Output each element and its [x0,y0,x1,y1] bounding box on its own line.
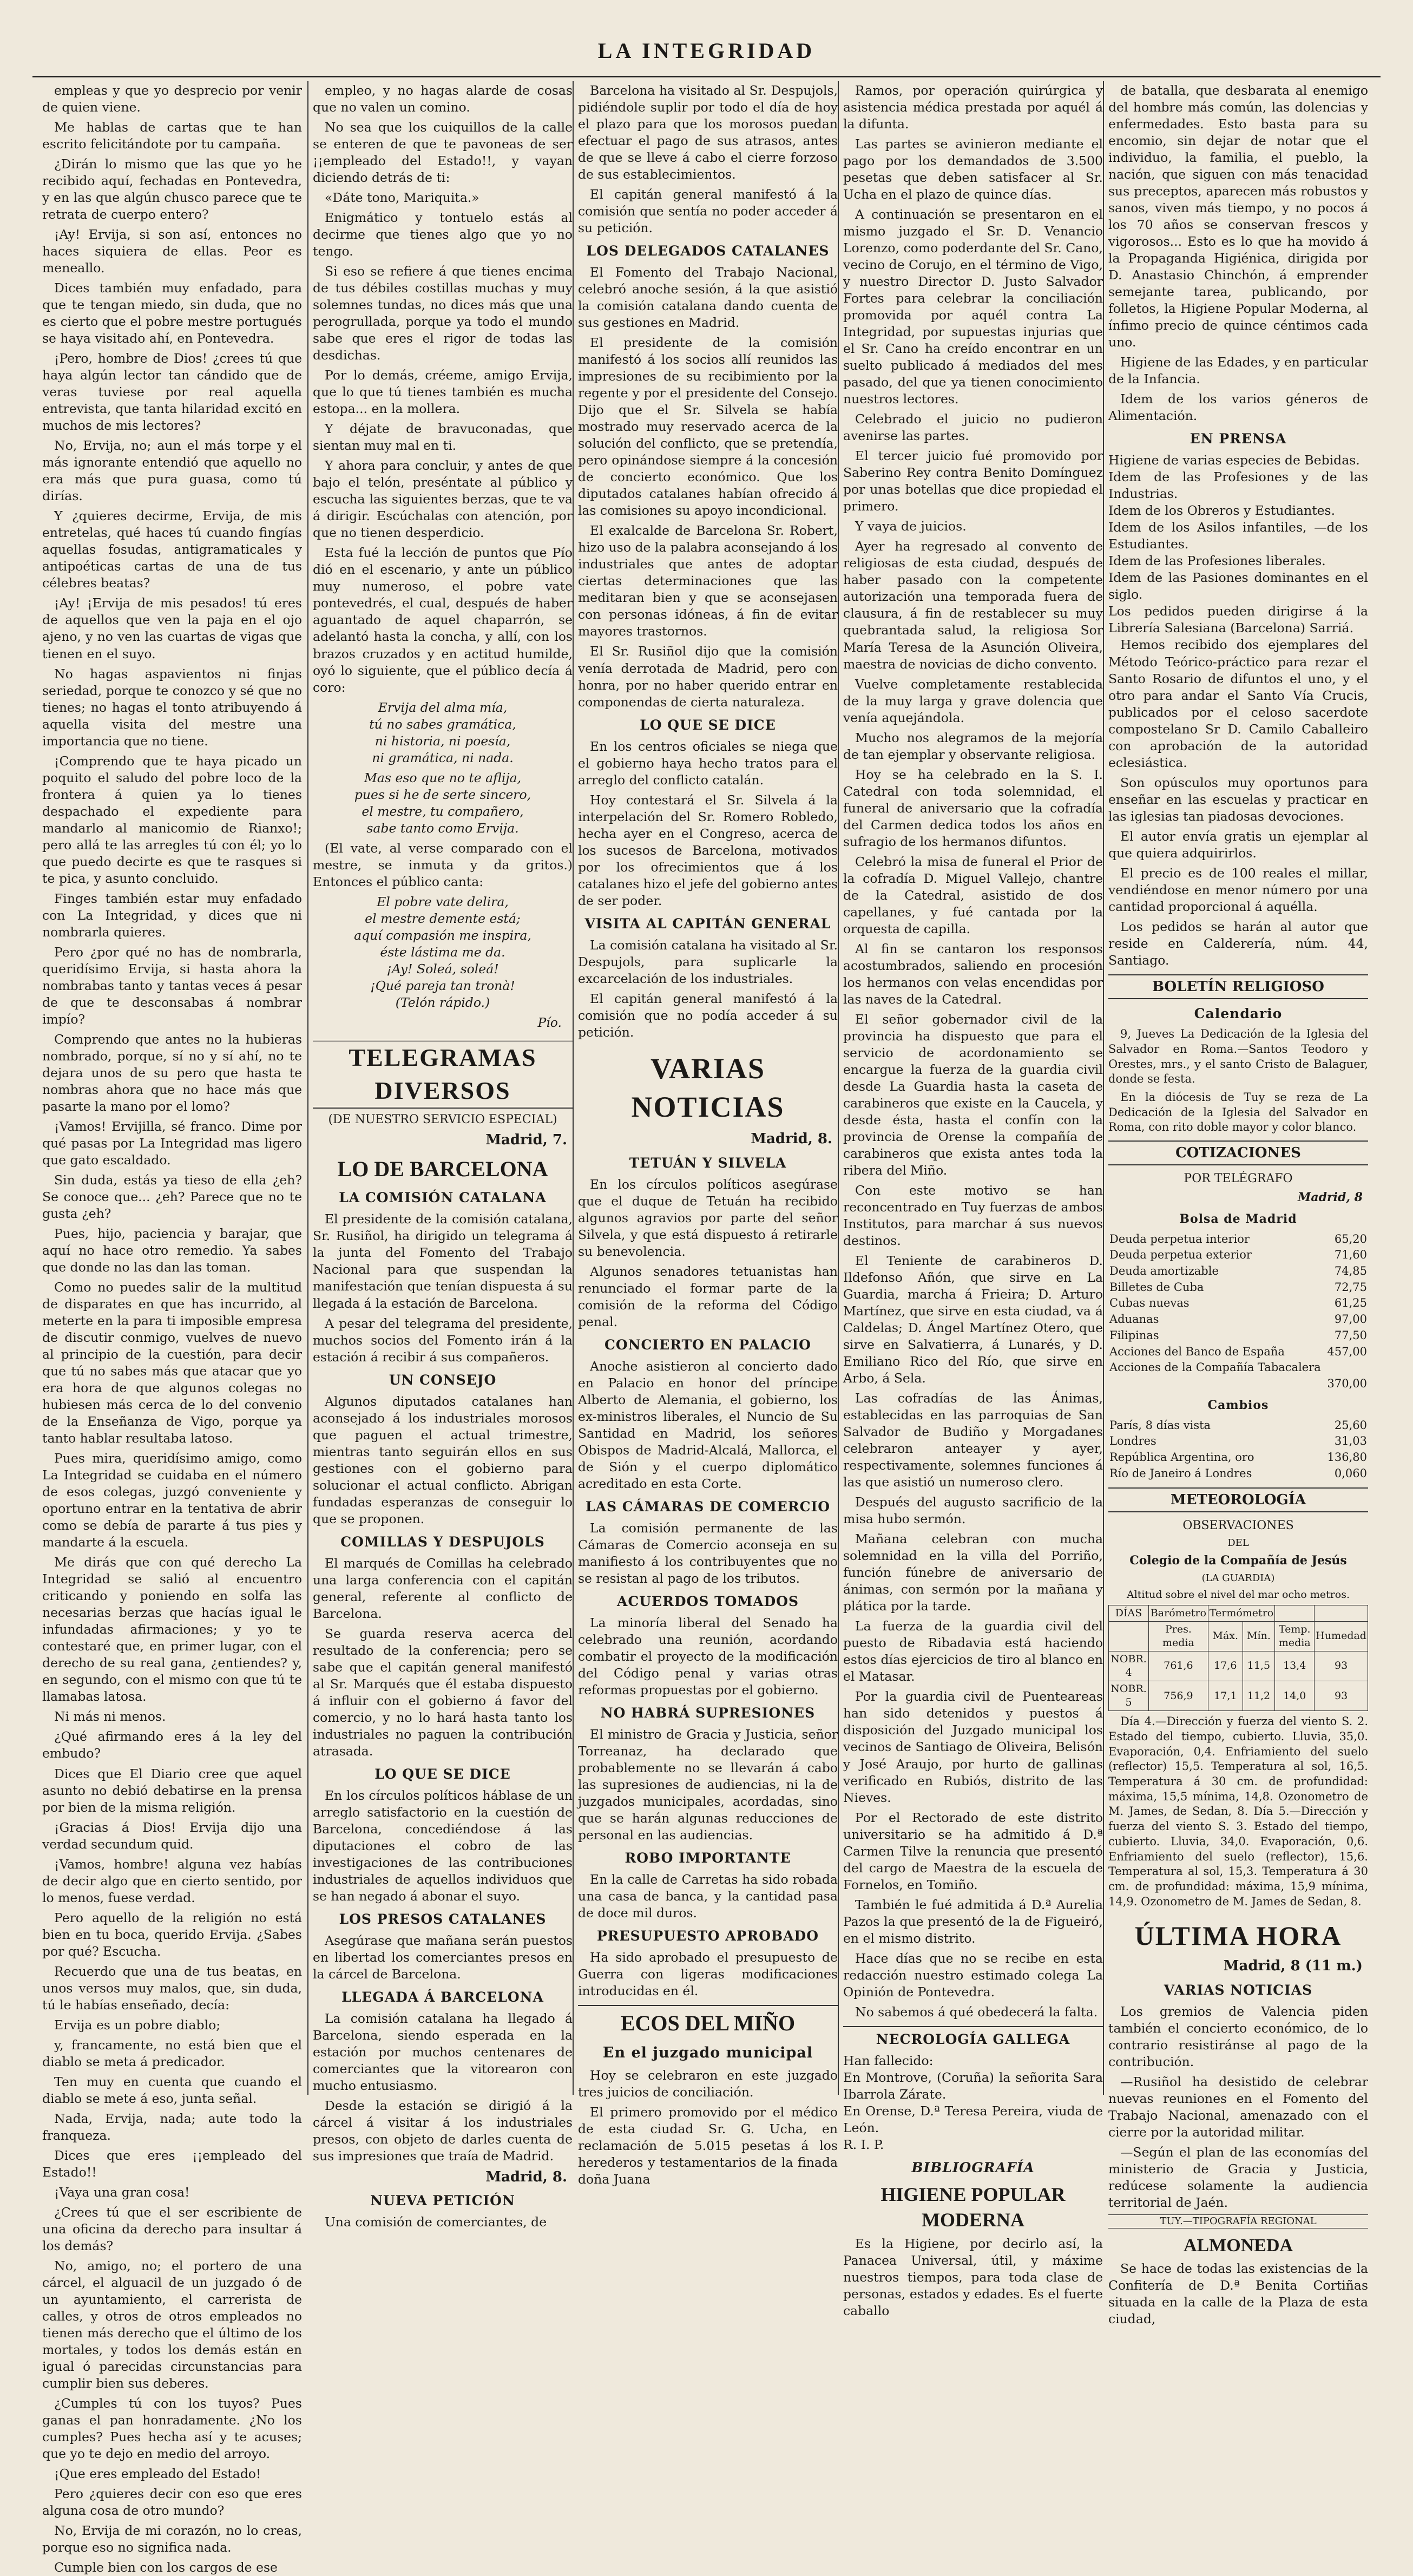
paragraph: empleas y que yo desprecio por venir de quien viene. [42,83,302,115]
table-row [1108,1376,1368,1392]
paragraph: La minoría liberal del Senado ha celebrado una reunión, acordando combatir el proyecto de la modificación del Código penal y varias otras reformas propuestas por el gobierno. [578,1615,838,1698]
paragraph: Ten muy en cuenta que cuando el diablo se mete á eso, junta señal. [42,2074,302,2106]
table-row [1108,1418,1368,1434]
paragraph: Las partes se avinieron mediante el pago por los demandados de 3.500 pesetas que deben satisfacer al Sr. Ucha en el plazo de quince días. [843,136,1103,202]
table-cell: Temp. media [1275,1621,1315,1651]
table-header [1109,1605,1368,1621]
subheading: LOS PRESOS CATALANES [339,1911,547,1927]
paragraph: Hoy se celebraron en este juzgado tres juicios de conciliación. [578,2067,838,2100]
row-label: Acciones del Banco de España [1109,1345,1285,1358]
row-value: 74,85 [1334,1264,1367,1277]
paragraph: y, francamente, no está bien que el diablo se meta á predicador. [42,2037,302,2069]
paragraph: Por el Rectorado de este distrito universitario se ha admitido á D.ª Carmen Tilve la renuncia que presentó del cargo de Maestra de la escuela de Fornelos, en Tomiño. [843,1810,1103,1892]
table-cell: Humedad [1315,1621,1368,1651]
paragraph: Idem de los varios géneros de Alimentación. [1108,391,1368,424]
row-value: 71,60 [1334,1248,1367,1262]
paragraph: ¡Pero, hombre de Dios! ¿crees tú que haya algún lector tan cándido que de veras tuviese por real aquella entrevista, que tanta hilaridad excitó en muchos de mis lectores? [42,351,302,434]
paragraph: Sin duda, estás ya tieso de ella ¿eh? Se conoce que... ¿eh? Parece que no te gusta ¿eh? [42,1172,302,1221]
paragraph: Recuerdo que una de tus beatas, en unos versos muy malos, que, sin duda, tú le habías enseñado, decía: [42,1963,302,2013]
verse-line: Mas eso que no te aflija, [364,770,522,785]
paragraph: Como no puedes salir de la multitud de disparates en que has incurrido, al meterte en la para ti imposible empresa de discutir conmigo, vuelves de nuevo al principio de la cuestión, para decir que tú no sabes más que atacar que yo era hora de que algunos colegas no hubiesen más cerca de lo del convenio de la Enseñanza de Vigo, porque ya tanto hablar resultaba latoso. [42,1280,302,1446]
paragraph: Y ahora para concluir, y antes de que bajo el telón, preséntate al público y escucha las siguientes berzas, que te va á dirigir. Escúchalas con atención, por que no tienen desperdicio. [313,458,573,541]
row-value: 0,060 [1334,1466,1367,1480]
paragraph: Las cofradías de las Ánimas, establecidas en las parroquias de San Salvador de Budiño y Morgadanes celebraron anteayer y ayer, respectivamente, solemnes funciones á las que asistió un numeroso clero. [843,1391,1103,1490]
paragraph: El Teniente de carabineros D. Ildefonso Añón, que sirve en La Guardia, marcha á Frieira; D. Arturo Martínez, que sirve en esta ciudad, va á Caldelas; D. Ángel Martínez Otero, que sirve en Salvatierra, á Lunarés, y D. Emiliano Rico del Río, que sirve en Arbo, á Sela. [843,1253,1103,1386]
row-value: 61,25 [1334,1296,1367,1310]
section-heading: HIGIENE POPULAR MODERNA [880,2183,1066,2231]
paragraph: Si eso se refiere á que tienes encima de tus débiles costillas muchas y muy solemnes tundas, no dices más que una perogrullada, porque ya todo el mundo sabe que eres el rigor de todas las desdichas. [313,264,573,363]
subheading: NUEVA PETICIÓN [370,2193,515,2209]
table-cell [1315,1605,1368,1621]
table-cell: 17,1 [1208,1681,1243,1710]
verse-line: ni historia, ni poesía, [374,733,511,749]
paragraph: Comprendo que antes no la hubieras nombrado, porque, sí no y sí ahí, no te dejara unos de su pero que hasta te nombras ahora que no hace más que pasarte la mano por el lomo? [42,1031,302,1114]
paragraph: Celebró la misa de funeral el Prior de la cofradía D. Miguel Vallejo, chantre de la Catedral, asistido de dos capellanes, y fué cantada por la orquesta de capilla. [843,854,1103,936]
paragraph: Los gremios de Valencia piden también el concierto económico, de lo contrario resistiránse al pago de la contribución. [1108,2003,1368,2069]
table-cell: DÍAS [1109,1605,1149,1621]
paragraph: El ministro de Gracia y Justicia, señor Torreanaz, ha declarado que probablemente no se llevarán á cabo las supresiones de audiencias, ni la de juzgados municipales, acordadas, sino que se harán algunas reducciones de personal en las audiencias. [578,1727,838,1843]
paragraph: Pues, hijo, paciencia y barajar, que aquí no hace otro remedio. Ya sabes que donde no las dan las toman. [42,1226,302,1275]
column-4 [843,82,1103,2318]
paragraph: Ayer ha regresado al convento de religiosas de esta ciudad, después de haber pasado con la competente autorización una temporada fuera de clausura, á fin de restablecer su muy quebrantada salud, la religiosa Sor María Teresa de la Asunción Oliveira, maestra de novicias de dicho convento. [843,539,1103,672]
row-label: Aduanas [1109,1313,1159,1326]
section-heading: LO DE BARCELONA [337,1156,548,1181]
section-heading: METEOROLOGÍA [1108,1487,1368,1512]
table-row [1108,1295,1368,1312]
paragraph: Ramos, por operación quirúrgica y asistencia médica prestada por aquél á la difunta. [843,83,1103,132]
row-label [1108,1376,1325,1392]
row-value: 370,00 [1327,1377,1367,1390]
verse-line: el mestre, tu compañero, [362,803,524,819]
table-header [1109,1621,1368,1651]
paragraph: Y déjate de bravuconadas, que sientan muy mal en ti. [313,421,573,454]
paragraph: Ervija es un pobre diablo; [54,2017,221,2033]
subheading: UN CONSEJO [389,1372,497,1388]
paragraph: Dices que El Diario cree que aquel asunto no debió debatirse en la prensa por bien de la misma religión. [42,1766,302,1815]
table-row [1108,1344,1368,1360]
paragraph: Con este motivo se han reconcentrado en Tuy fuerzas de ambos Institutos, para marchar á sus nuevos destinos. [843,1182,1103,1249]
paragraph: Desde la estación se dirigió á la cárcel á visitar á los industriales presos, con objeto de darles cuenta de sus impresiones que traía de Madrid. [313,2098,573,2164]
paragraph: Higiene de las Edades, y en particular de la Infancia. [1108,355,1368,387]
table-cell: 756,9 [1149,1681,1208,1710]
verse-line: R. I. P. [843,2136,884,2152]
paragraph: empleo, y no hagas alarde de cosas que no valen un comino. [313,83,573,115]
table-row [1108,1466,1368,1482]
paragraph: El capitán general manifestó á la comisión que no podía acceder á su petición. [578,991,838,1040]
subheading: Cambios [1207,1398,1269,1412]
subheading: LA COMISIÓN CATALANA [339,1190,547,1206]
verse-line: Los pedidos pueden dirigirse á la Librería Salesiana (Barcelona) Sarriá. [1108,604,1368,636]
column-3 [578,82,838,2187]
subheading: NECROLOGÍA GALLEGA [843,2026,1103,2048]
subheading: LLEGADA Á BARCELONA [341,1989,544,2005]
verse-line: Idem de las Profesiones y de las Industrias. [1108,469,1368,502]
row-label: Río de Janeiro á Londres [1109,1466,1252,1480]
table-row [1108,1280,1368,1296]
paragraph: Y vaya de juicios. [855,519,967,534]
paragraph: Vuelve completamente restablecida de la muy larga y grave dolencia que venía aquejándola. [843,676,1103,725]
paragraph: Hoy contestará el Sr. Silvela á la interpelación del Sr. Romero Robledo, hecha ayer en el Congreso, acerca de los sucesos de Barcelona, motivados por los ofrecimientos que á los catalanes hizo el jefe del gobierno antes de ser poder. [578,792,838,908]
column-rule [1103,81,1104,2095]
verse-line: Higiene de varias especies de Bebidas. [1108,453,1360,468]
paragraph: El presidente de la comisión manifestó á los socios allí reunidos las impresiones de su recibimiento por la regente y por el presidente del Consejo. Dijo que el Sr. Silvela se había mostrado muy reservado acerca de la solución del conflicto, que se pretendía, pero opinándose siempre á la concesión de concierto económico. Que los diputados catalanes habían ofrecido á las comisiones su apoyo incondicional. [578,335,838,519]
column-2 [313,82,573,2230]
paragraph: Hace días que no se recibe en esta redacción nuestro estimado colega La Opinión de Pontevedra. [843,1950,1103,2000]
verse-line: pues si he de serte sincero, [354,786,531,802]
row-label: Cubas nuevas [1109,1296,1189,1310]
paragraph: En la diócesis de Tuy se reza de La Dedicación de la Iglesia del Salvador en Roma, con rito doble mayor y color blanco. [1108,1090,1368,1134]
paragraph: Finges también estar muy enfadado con La Integridad, y dices que ni nombrarla quieres. [42,890,302,940]
dateline: Madrid, 8. [485,2169,567,2186]
row-label: Billetes de Cuba [1109,1280,1204,1294]
subheading: LO QUE SE DICE [374,1766,511,1782]
row-value [1325,1360,1368,1376]
paragraph: ¡Ay! ¡Ervija de mis pesados! tú eres de aquellos que ven la paja en el ojo ajeno, y no ven las cuartas de vigas que tienen en el suyo. [42,595,302,661]
row-label: Deuda perpetua exterior [1109,1248,1252,1262]
verse-line: Idem de los Asilos infantiles, —de los Estudiantes. [1108,520,1368,552]
subheading: Calendario [1194,1006,1283,1022]
subheading: Bolsa de Madrid [1179,1211,1297,1226]
table-cell: 11,5 [1243,1651,1274,1681]
row-label: Deuda amortizable [1109,1264,1219,1277]
quotes-table [1108,1231,1368,1392]
verse-line: Han fallecido: [843,2053,934,2068]
subheading: En el juzgado municipal [602,2044,813,2062]
subheading: LAS CÁMARAS DE COMERCIO [585,1498,831,1515]
paragraph: ¡Vamos! Ervijilla, sé franco. Dime por qué pasas por La Integridad mas ligero que gato escaldado. [42,1118,302,1168]
paragraph: —Según el plan de las economías del ministerio de Gracia y Justicia, redúcese solamente la audiencia territorial de Jaén. [1108,2144,1368,2210]
paragraph: ¿Cumples tú con los tuyos? Pues ganas el pan honradamente. ¿No los cumples? Pues hecha así y te acuses; que yo te dejo en medio del arroyo. [42,2396,302,2462]
dateline: Madrid, 8 [1298,1190,1363,1205]
verse-line: Idem de las Pasiones dominantes en el siglo. [1108,570,1368,602]
paragraph: Se hace de todas las existencias de la Confitería de D.ª Benita Cortiñas situada en la calle de la Plaza de esta ciudad, [1108,2260,1368,2326]
paragraph: La fuerza de la guardia civil del puesto de Ribadavia está haciendo estos días ejercicios de tiro al blanco en el Matasar. [843,1618,1103,1684]
subheading: LOS DELEGADOS CATALANES [586,243,830,259]
paragraph: Me dirás que con qué derecho La Integridad se salió al encuentro criticando y poniendo en solfa las necesarias berzas que hacías igual le infundadas afirmaciones; y yo te contestaré que, en primer lugar, con el derecho de su real gana, ¿entiendes? y, en segundo, con el mismo con que tú te llamabas latosa. [42,1555,302,1705]
subheading: CONCIERTO EN PALACIO [604,1336,811,1353]
paragraph: La comisión catalana ha visitado al Sr. Despujols, para suplicarle la excarcelación de los industriales. [578,937,838,986]
paragraph: La comisión catalana ha llegado á Barcelona, siendo esperada en la estación por muchos centenares de comerciantes que la vitorearon con mucho entusiasmo. [313,2011,573,2094]
verse-line: El pobre vate delira, [377,894,509,909]
paragraph: Es la Higiene, por decirlo así, la Panacea Universal, útil, y máxime nuestros tiempos, para toda clase de personas, estados y edades. Es el fuerte caballo [843,2236,1103,2318]
dateline: Madrid, 8. [751,1131,832,1148]
row-value: 136,80 [1327,1451,1367,1464]
paragraph: Después del augusto sacrificio de la misa hubo sermón. [843,1495,1103,1527]
table-row [1108,1360,1368,1376]
paragraph: ¡Comprendo que te haya picado un poquito el saludo del pobre loco de la frontera á quien ya lo tienes despachado el expediente para mandarlo al manicomio de Rianxo!; pero allá te las arregles tú con él; yo lo que puedo decirte es que te rasques si te pica, y asunto concluido. [42,753,302,886]
table-cell: 17,6 [1208,1651,1243,1681]
verse-line: ni gramática, ni nada. [372,750,514,765]
table-cell: 93 [1315,1681,1368,1710]
paragraph: Al fin se cantaron los responsos acostumbrados, saliendo en procesión los hermanos con velas encendidas por las naves de la Catedral. [843,941,1103,1007]
paragraph: El precio es de 100 reales el millar, vendiéndose en menor número por una cantidad proporcional á aquélla. [1108,865,1368,914]
paragraph: de batalla, que desbarata al enemigo del hombre más común, las dolencias y enfermedades. Esto basta para su encomio, sin dejar de notar que el individuo, la familia, el pueblo, la nación, que siguen con más tenacidad sus preceptos, aparecen más robustos y sanos, viven más tiempo, y no pocos á los 70 años se conservan frescos y vigorosos... Esto es lo que ha movido á la Propaganda Higiénica, dirigida por D. Anastasio Chinchón, á emprender semejante tarea, publicando, por folletos, la Higiene Popular Moderna, al ínfimo precio de quince céntimos cada uno. [1108,83,1368,350]
table-row [1108,1450,1368,1466]
stage-direction: (El vate, al verse comparado con el mestre, se inmuta y da gritos.) Entonces el público canta: [313,840,573,889]
paragraph: ¿Crees tú que el ser escribiente de una oficina da derecho para insultar á los demás? [42,2204,302,2253]
row-value: 77,50 [1334,1328,1367,1342]
paragraph: No, amigo, no; el portero de una cárcel, el alguacil de un juzgado ó de un ayuntamiento, el carrerista de calles, y otros de otros empleados no tienen más derecho que el último de los mortales, y todos los demás están en igual ó parecidas circunstancias para cumplir bien sus deberes. [42,2258,302,2391]
verse-line: (Telón rápido.) [395,994,490,1010]
subheading: NO HABRÁ SUPRESIONES [600,1705,816,1721]
printer-line: TUY.—TIPOGRAFÍA REGIONAL [1108,2214,1368,2228]
paragraph: El tercer juicio fué promovido por Saberino Rey contra Benito Domínguez por unas botellas que dice propiedad el primero. [843,448,1103,514]
paragraph: Se guarda reserva acerca del resultado de la conferencia; pero se sabe que el capitán general manifestó al Sr. Marqués que él estaba dispuesto á influir con el gobierno á favor del comercio, y no lo hará hasta tanto los industriales no paguen la contribución atrasada. [313,1625,573,1759]
row-value: 72,75 [1334,1280,1367,1294]
table-cell: Mín. [1243,1621,1274,1651]
table-row [1108,1328,1368,1344]
paragraph: Hoy se ha celebrado en la S. I. Catedral con toda solemnidad, el funeral de aniversario que la cofradía del Carmen dedica todos los años en sufragio de los hermanos difuntos. [843,766,1103,849]
paragraph: Algunos diputados catalanes han aconsejado á los industriales morosos que paguen el actual trimestre, mientras tanto seguirán ellos en sus gestiones con el gobierno para solucionar el actual conflicto. Abrigan fundadas esperanzas de conseguir lo que se proponen. [313,1393,573,1526]
paragraph: El capitán general manifestó á la comisión que sentía no poder acceder á su petición. [578,187,838,236]
paragraph: Esta fué la lección de puntos que Pío dió en el escenario, y ante un público muy numeroso, el pobre vate pontevedrés, el cual, después de haber aguantado de aquel chaparrón, se adelantó hasta la concha, y allí, con los brazos cruzados y en actitud humilde, oyó lo siguiente, que el público decía á coro: [313,545,573,695]
paragraph: Mucho nos alegramos de la mejoría de tan ejemplar y observante religiosa. [843,730,1103,762]
row-label: República Argentina, oro [1109,1451,1254,1464]
paragraph: Celebrado el juicio no pudieron avenirse las partes. [843,411,1103,444]
paragraph: Los pedidos se harán al autor que reside en Calderería, núm. 44, Santiago. [1108,919,1368,968]
paragraph: En la calle de Carretas ha sido robada una casa de banca, y la cantidad pasa de doce mil duros. [578,1872,838,1921]
table-cell: 11,2 [1243,1681,1274,1710]
paragraph: ¿Qué afirmando eres á la ley del embudo? [42,1729,302,1761]
dateline: Madrid, 7. [485,1132,567,1149]
subheading: (LA GUARDIA) [1201,1572,1275,1584]
paragraph: No hagas aspavientos ni finjas seriedad, porque te conozco y sé que no tienes; no hagas el tonto atribuyendo á aquella visita del mestre una importancia que no tiene. [42,666,302,749]
verse-line: Idem de los Obreros y Estudiantes. [1108,503,1336,519]
verse-line: tú no sabes gramática, [369,716,516,732]
subheading: BIBLIOGRAFÍA [911,2159,1035,2175]
paragraph: A continuación se presentaron en el mismo juzgado el Sr. D. Venancio Lorenzo, como poderdante del Sr. Cano, vecino de Corujo, en el término de Vigo, y nuestro Director D. Justo Salvador Fortes para celebrar la conciliación promovida por aquél contra La Integridad, por supuestas injurias que el Sr. Cano ha creído encontrar en un suelto publicado á mediados del mes pasado, del que ya tienen conocimiento nuestros lectores. [843,207,1103,407]
subheading: Colegio de la Compañía de Jesús [1129,1553,1347,1568]
row-value: 31,03 [1334,1434,1367,1448]
paragraph: Pero ¿por qué no has de nombrarla, queridísimo Ervija, si hasta ahora la nombrabas tanto y tantas veces á pesar de que te desconsabas á nombrar impío? [42,944,302,1027]
paragraph: Día 4.—Dirección y fuerza del viento S. 2. Estado del tiempo, cubierto. Lluvia, 35,0. Evaporación, 0,4. Enfriamiento del suelo (reflector) 15,5. Temperatura al sol, 16,5. Temperatura á 30 cm. de profundidad: máxima, 15,5 mínima, 14,8. Ozonometro de M. James, de Sedan, 8. Día 5.—Dirección y fuerza del viento S. 3. Estado del tiempo, cubierto. Lluvia, 34,0. Evaporación, 0,6. Enfriamiento del suelo (reflector), 15,6. Temperatura al sol, 15,3. Temperatura á 30 cm. de profundidad: máxima, 15,9 mínima, 14,9. Ozonometro de M. James de Sedan, 8. [1108,1715,1368,1908]
subheading: DEL [1227,1537,1249,1549]
subheading: TETUÁN Y SILVELA [629,1155,787,1171]
meteo-table [1108,1605,1368,1712]
section-heading: ALMONEDA [1183,2235,1293,2256]
section-heading: ECOS DEL MIÑO [578,2005,838,2038]
verse-line: el mestre demente está; [365,910,521,926]
verse-line: aquí compasión me inspira, [354,927,531,943]
paragraph: Me hablas de cartas que te han escrito felicitándote por tu campaña. [42,120,302,152]
paragraph: En los círculos políticos asegúrase que el duque de Tetuán ha recibido algunos agravios por parte del señor Silvela, y que está dispuesto á retirarle su benevolencia. [578,1176,838,1259]
row-label: Deuda perpetua interior [1109,1232,1250,1246]
paragraph: Algunos senadores tetuanistas han renunciado el formar parte de la comisión de la reforma del Código penal. [578,1263,838,1329]
paragraph: Dices también muy enfadado, para que te tengan miedo, sin duda, que no es cierto que el pobre mestre portugués se haya visitado ahí, en Pontevedra. [42,280,302,346]
subheading: ACUERDOS TOMADOS [616,1593,799,1609]
subheading: OBSERVACIONES [1182,1518,1294,1532]
paragraph: Una comisión de comerciantes, de [325,2214,547,2230]
table-cell: 93 [1315,1651,1368,1681]
table-cell: NOBR. 5 [1109,1681,1149,1710]
note: Altitud sobre el nivel del mar ocho metros. [1126,1588,1350,1601]
paragraph: —Rusiñol ha desistido de celebrar nuevas reuniones en el Fomento del Trabajo Nacional, amenazado con el cierre por la autoridad militar. [1108,2074,1368,2140]
subheading: COMILLAS Y DESPUJOLS [340,1533,545,1550]
paragraph: No sabemos á qué obedecerá la falta. [855,2004,1098,2020]
row-value: 457,00 [1327,1345,1367,1358]
table-row [1109,1651,1368,1681]
row-label: París, 8 días vista [1109,1418,1211,1432]
table-row [1108,1231,1368,1248]
paragraph: Ni más ni menos. [54,1709,166,1725]
verse-line: ¡Qué pareja tan tronà! [370,978,515,993]
row-value: 97,00 [1334,1313,1367,1326]
paragraph: El Sr. Rusiñol dijo que la comisión venía derrotada de Madrid, pero con honra, por no haber querido entrar en componendas de cierta naturaleza. [578,644,838,710]
paragraph: ¡Vamos, hombre! alguna vez habías de decir algo que en cierto sentido, por lo menos, fuese verdad. [42,1856,302,1905]
top-rule [32,76,1381,77]
paragraph: También le fué admitida á D.ª Aurelia Pazos la que presentó de la de Figueiró, en el mismo distrito. [843,1897,1103,1946]
section-heading: ÚLTIMA HORA [1134,1920,1342,1951]
paragraph: El Fomento del Trabajo Nacional, celebró anoche sesión, á la que asistió la comisión catalana dando cuenta de sus gestiones en Madrid. [578,265,838,331]
paragraph: El autor envía gratis un ejemplar al que quiera adquirirlos. [1108,828,1368,861]
paragraph: La comisión permanente de las Cámaras de Comercio aconseja en su manifiesto á los contribuyentes que no se resistan al pago de los tributos. [578,1520,838,1586]
paragraph: El primero promovido por el médico de esta ciudad Sr. G. Ucha, en reclamación de 5.015 pesetas á los herederos y testamentarios de la finada doña Juana [578,2104,838,2187]
section-heading: COTIZACIONES [1108,1140,1368,1165]
telegrams-banner: TELEGRAMAS DIVERSOS [313,1040,573,1109]
paragraph: Son opúsculos muy oportunos para enseñar en las escuelas y practicar en las iglesias tan piadosas devociones. [1108,775,1368,824]
table-cell: Máx. [1208,1621,1243,1651]
verse-line: ¡Ay! Soleá, soleá! [386,961,499,976]
table-cell: NOBR. 4 [1109,1651,1149,1681]
table-cell: Pres. media [1149,1621,1208,1651]
paragraph: Por la guardia civil de Puenteareas han sido detenidos y puestos á disposición del Juzgado municipal los vecinos de Santiago de Oliveira, Belisón y José Araujo, por hurto de gallinas verificado en Rubiós, distrito de las Nieves. [843,1689,1103,1805]
paragraph: ¡Gracias á Dios! Ervija dijo una verdad secundum quid. [42,1819,302,1852]
dateline: Madrid, 8 (11 m.) [1223,1958,1363,1975]
verse-line: sabe tanto como Ervija. [366,820,519,836]
table-row [1108,1247,1368,1263]
paragraph: Hemos recibido dos ejemplares del Método Teórico-práctico para rezar el Santo Rosario de difuntos el uno, y el otro para andar el Santo Vía Crucis, publicados por el celoso sacerdote compostelano Sr D. Camilo Caballeiro con aprobación de la autoridad eclesiástica. [1108,637,1368,770]
paragraph: Por lo demás, créeme, amigo Ervija, que lo que tú tienes también es mucha estopa... en la mollera. [313,368,573,417]
paragraph: No, Ervija de mi corazón, no lo creas, porque eso no significa nada. [42,2523,302,2555]
verse-line: En Orense, D.ª Teresa Pereira, viuda de León. [843,2103,1103,2135]
paragraph: El exalcalde de Barcelona Sr. Robert, hizo uso de la palabra aconsejando á los industriales que antes de adoptar ciertas determinaciones que las meditaran bien y que se aconsejasen con personas idóneas, á fin de evitar mayores trastornos. [578,523,838,639]
table-row [1108,1433,1368,1450]
masthead: LA INTEGRIDAD [597,38,816,63]
paragraph: El señor gobernador civil de la provincia ha dispuesto que para el servicio de acordonamiento se encargue la fuerza de la guardia civil desde La Guardia hasta la caseta de carabineros que existe en la Caucela, y desde ésta, hasta el confín con la provincia de Orense la compañía de carabineros que exista antes toda la ribera del Miño. [843,1011,1103,1178]
table-cell: Barómetro [1149,1605,1208,1621]
verse-line: Ervija del alma mía, [378,699,508,715]
column-1 [42,82,302,2575]
paragraph: ¡Ay! Ervija, si son así, entonces no haces siquiera de ellas. Peor es meneallo. [42,227,302,276]
paragraph: Barcelona ha visitado al Sr. Despujols, pidiéndole suplir por todo el día de hoy el plazo para que los morosos puedan efectuar el pago de sus atrasos, antes de que se lleve á cabo el cierre forzoso de sus establecimientos. [578,83,838,182]
paragraph: Pero aquello de la religión no está bien en tu boca, querido Ervija. ¿Sabes por qué? Escucha. [42,1910,302,1959]
paragraph: Y ¿quieres decirme, Ervija, de mis entretelas, qué haces tú cuando fingías aquellas fosudas, antigramaticales y antipoéticas cartas de una de tus célebres beatas? [42,508,302,591]
subheading: VISITA AL CAPITÁN GENERAL [584,915,831,932]
paragraph: Mañana celebran con mucha solemnidad en la villa del Porriño, función fúnebre de aniversario de ánimas, con sermón por la mañana y plática por la tarde. [843,1531,1103,1614]
paragraph: Nada, Ervija, nada; aute todo la franqueza. [42,2110,302,2143]
subheading: POR TELÉGRAFO [1184,1172,1293,1186]
paragraph: En los círculos políticos háblase de un arreglo satisfactorio en la cuestión de Barcelona, concediéndose á las diputaciones el cobro de las investigaciones de las contribuciones industriales de aquellos individuos que se han negado á abonar el suyo. [313,1787,573,1904]
paragraph: A pesar del telegrama del presidente, muchos socios del Fomento irán á la estación á recibir á sus compañeros. [313,1315,573,1365]
subheading: EN PRENSA [1189,431,1287,447]
section-heading: BOLETÍN RELIGIOSO [1108,974,1368,999]
column-5 [1108,82,1368,2326]
paragraph: Cumple bien con los cargos de ese [54,2560,278,2575]
paragraph: ¡Vaya una gran cosa! [54,2184,190,2200]
table-row [1109,1681,1368,1710]
paragraph: No sea que los cuiquillos de la calle se enteren de que te pavoneas de ser ¡¡empleado del Estado!!, y vayan diciendo detrás de ti: [313,120,573,186]
subheading: LO QUE SE DICE [640,717,776,733]
paragraph: Anoche asistieron al concierto dado en Palacio en honor del príncipe Alberto de Alemania, el gobierno, los ex-ministros liberales, el Nuncio de Su Santidad en Madrid, los señores Obispos de Madrid-Alcalá, Mallorca, el de Sión y el cuerpo diplomático acreditado en esta Corte. [578,1358,838,1491]
exchange-table [1108,1418,1368,1482]
paragraph: Pues mira, queridísimo amigo, como La Integridad se cuidaba en el número de esos colegas, juzgó conveniente y oportuno entrar en la tentativa de abrir como se debía de pararte á tus pies y mandarte á la escuela. [42,1451,302,1550]
table-cell [1109,1621,1149,1651]
paragraph: No, Ervija, no; aun el más torpe y el más ignorante entendió que aquello no era más que pura guasa, como tú dirías. [42,438,302,504]
subheading: ROBO IMPORTANTE [625,1850,791,1866]
paragraph: El marqués de Comillas ha celebrado una larga conferencia con el capitán general, referente al conflicto de Barcelona. [313,1555,573,1621]
signature: Pío. [537,1014,562,1030]
paragraph: «Dáte tono, Mariquita.» [325,190,479,206]
paragraph: Pero ¿quieres decir con eso que eres alguna cosa de otro mundo? [42,2486,302,2519]
paragraph: 9, Jueves La Dedicación de la Iglesia del Salvador en Roma.—Santos Teodoro y Orestes, mrs., y el santo Cristo de Balaguer, donde se festa. [1108,1027,1368,1086]
table-cell: 13,4 [1275,1651,1315,1681]
verse-line: Idem de las Profesiones liberales. [1108,553,1326,569]
table-row [1108,1312,1368,1328]
paragraph: Asegúrase que mañana serán puestos en libertad los comerciantes presos en la cárcel de Barcelona. [313,1932,573,1982]
column-rule [307,81,308,2095]
row-label: Acciones de la Compañía Tabacalera [1109,1361,1321,1374]
banner-subtitle: (DE NUESTRO SERVICIO ESPECIAL) [328,1113,557,1127]
column-rule [838,81,839,2095]
table-row [1108,1263,1368,1280]
paragraph: Ha sido aprobado el presupuesto de Guerra con ligeras modificaciones introducidas en él. [578,1950,838,1999]
paragraph: En los centros oficiales se niega que el gobierno haya hecho tratos para el arreglo del conflicto catalán. [578,738,838,788]
table-cell: Termómetro [1208,1605,1274,1621]
row-value: 25,60 [1334,1418,1367,1432]
table-cell: 761,6 [1149,1651,1208,1681]
paragraph: Dices que eres ¡¡empleado del Estado!! [42,2147,302,2180]
paragraph: ¿Dirán lo mismo que las que yo he recibido aquí, fechadas en Pontevedra, y en las que algún chusco parece que te retrata de cuerpo entero? [42,156,302,222]
table-cell: 14,0 [1275,1681,1315,1710]
verse-line: éste lástima me da. [380,944,505,960]
column-rule [573,81,574,2095]
row-label: Londres [1109,1434,1156,1448]
paragraph: El presidente de la comisión catalana, Sr. Rusiñol, ha dirigido un telegrama á la junta del Fomento del Trabajo Nacional para que suspendan la manifestación que tenían dispuesta á su llegada á la estación de Barcelona. [313,1211,573,1311]
paragraph: ¡Que eres empleado del Estado! [54,2466,261,2482]
verse-line: En Montrove, (Coruña) la señorita Sara Ibarrola Zárate. [843,2069,1103,2102]
row-value: 65,20 [1334,1232,1367,1246]
subheading: PRESUPUESTO APROBADO [596,1928,819,1944]
paragraph: Enigmático y tontuelo estás al decirme que tienes algo que yo no tengo. [313,210,573,259]
section-heading: VARIAS NOTICIAS [631,1052,785,1124]
row-label: Filipinas [1109,1328,1159,1342]
table-cell [1275,1605,1315,1621]
subheading: VARIAS NOTICIAS [1164,1982,1313,1998]
